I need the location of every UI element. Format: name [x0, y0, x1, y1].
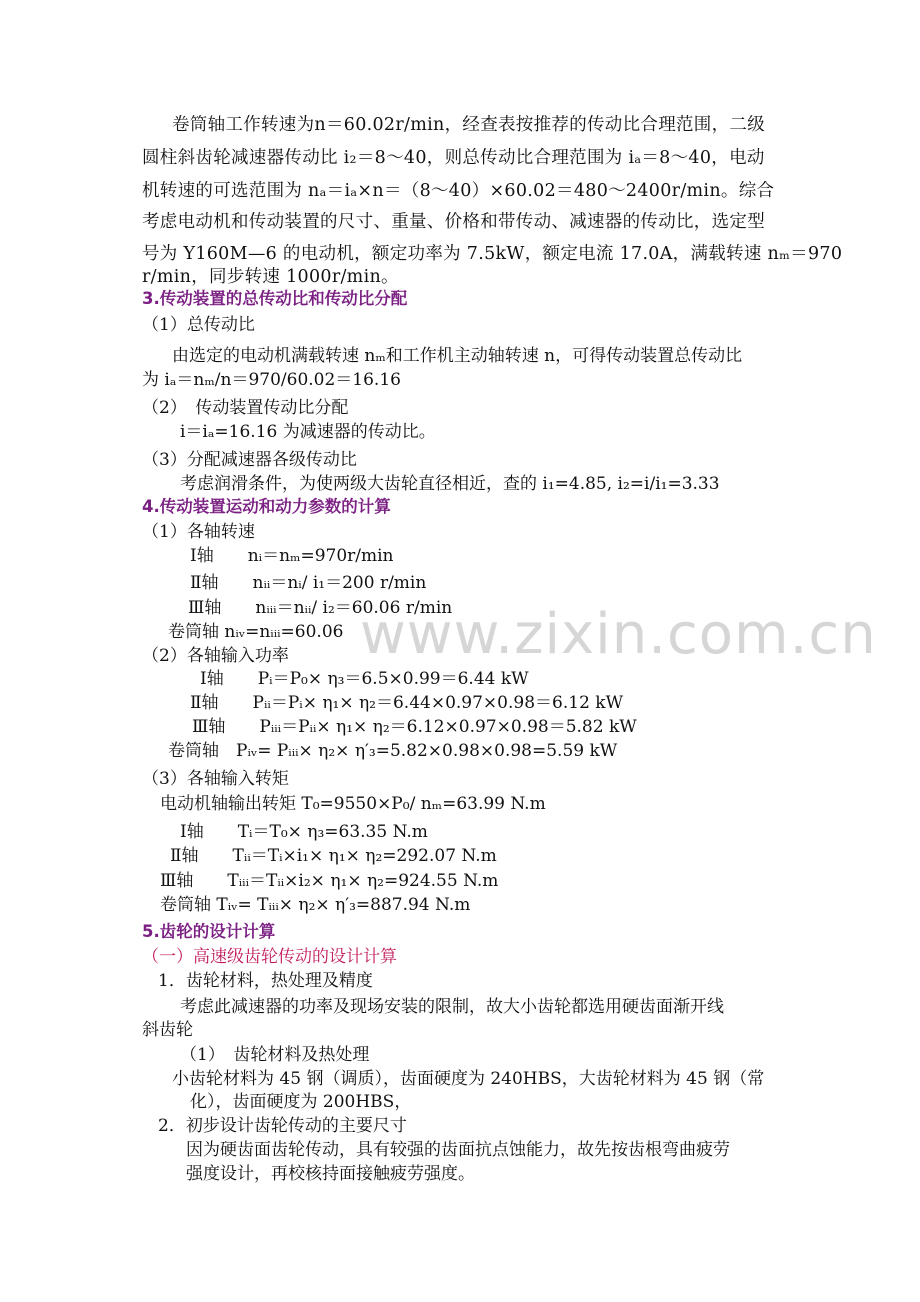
text-line: 为 iₐ＝nₘ/n＝970/60.02＝16.16: [142, 370, 401, 390]
subsection-heading: （1）各轴转速: [142, 522, 255, 542]
formula-line: Ⅰ轴 Pᵢ＝P₀× η₃＝6.5×0.99＝6.44 kW: [200, 669, 529, 689]
formula-line: Ⅲ轴 Tᵢᵢᵢ＝Tᵢᵢ×i₂× η₁× η₂=924.55 N.m: [160, 871, 499, 891]
subsection-heading: （3）分配减速器各级传动比: [142, 450, 357, 470]
text-line: 强度设计，再校核持面接触疲劳强度。: [186, 1164, 475, 1184]
formula-line: Ⅱ轴 Pᵢᵢ＝Pᵢ× η₁× η₂＝6.44×0.97×0.98＝6.12 kW: [190, 693, 624, 713]
text-line: i＝iₐ=16.16 为减速器的传动比。: [180, 422, 436, 442]
text-line: 2．初步设计齿轮传动的主要尺寸: [158, 1116, 407, 1136]
subsection-heading: （2）各轴输入功率: [142, 646, 289, 666]
text-line: 1．齿轮材料，热处理及精度: [158, 971, 373, 991]
formula-line: 卷筒轴 nᵢᵥ=nᵢᵢᵢ=60.06: [168, 622, 344, 642]
formula-line: Ⅲ轴 nᵢᵢᵢ＝nᵢᵢ/ i₂＝60.06 r/min: [188, 598, 453, 618]
text-line: 斜齿轮: [142, 1020, 193, 1040]
subsection-heading: （一）高速级齿轮传动的设计计算: [142, 947, 397, 967]
text-line: 因为硬齿面齿轮传动，具有较强的齿面抗点蚀能力，故先按齿根弯曲疲劳: [186, 1140, 730, 1160]
text-line: 卷筒轴工作转速为n＝60.02r/min，经查表按推荐的传动比合理范围，二级: [172, 115, 765, 135]
formula-line: Ⅰ轴 nᵢ＝nₘ=970r/min: [190, 546, 394, 566]
formula-line: Ⅱ轴 nᵢᵢ＝nᵢ/ i₁＝200 r/min: [190, 573, 427, 593]
formula-line: Ⅱ轴 Tᵢᵢ＝Tᵢ×i₁× η₁× η₂=292.07 N.m: [170, 846, 497, 866]
subsection-heading: （3）各轴输入转矩: [142, 769, 289, 789]
subsection-heading: （1） 齿轮材料及热处理: [180, 1045, 370, 1065]
section-heading: 5.齿轮的设计计算: [142, 922, 276, 941]
text-line: r/min，同步转速 1000r/min。: [142, 267, 399, 287]
section-heading: 3.传动装置的总传动比和传动比分配: [142, 289, 408, 308]
text-line: 考虑此减速器的功率及现场安装的限制，故大小齿轮都选用硬齿面渐开线: [180, 997, 724, 1017]
watermark: www.zixin.com.cn: [360, 602, 877, 667]
section-heading: 4.传动装置运动和动力参数的计算: [142, 497, 391, 516]
text-line: 化），齿面硬度为 200HBS，: [190, 1092, 412, 1112]
text-line: 考虑电动机和传动装置的尺寸、重量、价格和带传动、减速器的传动比，选定型: [142, 212, 765, 232]
text-line: 考虑润滑条件，为使两级大齿轮直径相近，查的 i₁=4.85, i₂=i/i₁=3.33: [180, 474, 720, 494]
subsection-heading: （2） 传动装置传动比分配: [142, 398, 349, 418]
text-line: 圆柱斜齿轮减速器传动比 i₂＝8～40，则总传动比合理范围为 iₐ＝8～40，电动: [142, 148, 765, 168]
text-line: 机转速的可选范围为 nₐ＝iₐ×n＝（8～40）×60.02＝480～2400r/min。综合: [142, 181, 775, 201]
text-line: 号为 Y160M—6 的电动机，额定功率为 7.5kW，额定电流 17.0A，满载转速 nₘ＝970: [142, 244, 843, 264]
formula-line: 卷筒轴 Tᵢᵥ= Tᵢᵢᵢ× η₂× η′₃=887.94 N.m: [160, 895, 471, 915]
formula-line: Ⅰ轴 Tᵢ＝T₀× η₃=63.35 N.m: [180, 822, 428, 842]
formula-line: 卷筒轴 Pᵢᵥ= Pᵢᵢᵢ× η₂× η′₃=5.82×0.98×0.98=5.59 kW: [168, 741, 618, 761]
text-line: 小齿轮材料为 45 钢（调质），齿面硬度为 240HBS，大齿轮材料为 45 钢（常: [172, 1069, 765, 1089]
formula-line: 电动机轴输出转矩 T₀=9550×P₀/ nₘ=63.99 N.m: [160, 794, 546, 814]
subsection-heading: （1）总传动比: [142, 315, 255, 335]
text-line: 由选定的电动机满载转速 nₘ和工作机主动轴转速 n，可得传动装置总传动比: [172, 346, 743, 366]
formula-line: Ⅲ轴 Pᵢᵢᵢ＝Pᵢᵢ× η₁× η₂＝6.12×0.97×0.98＝5.82 kW: [192, 717, 637, 737]
